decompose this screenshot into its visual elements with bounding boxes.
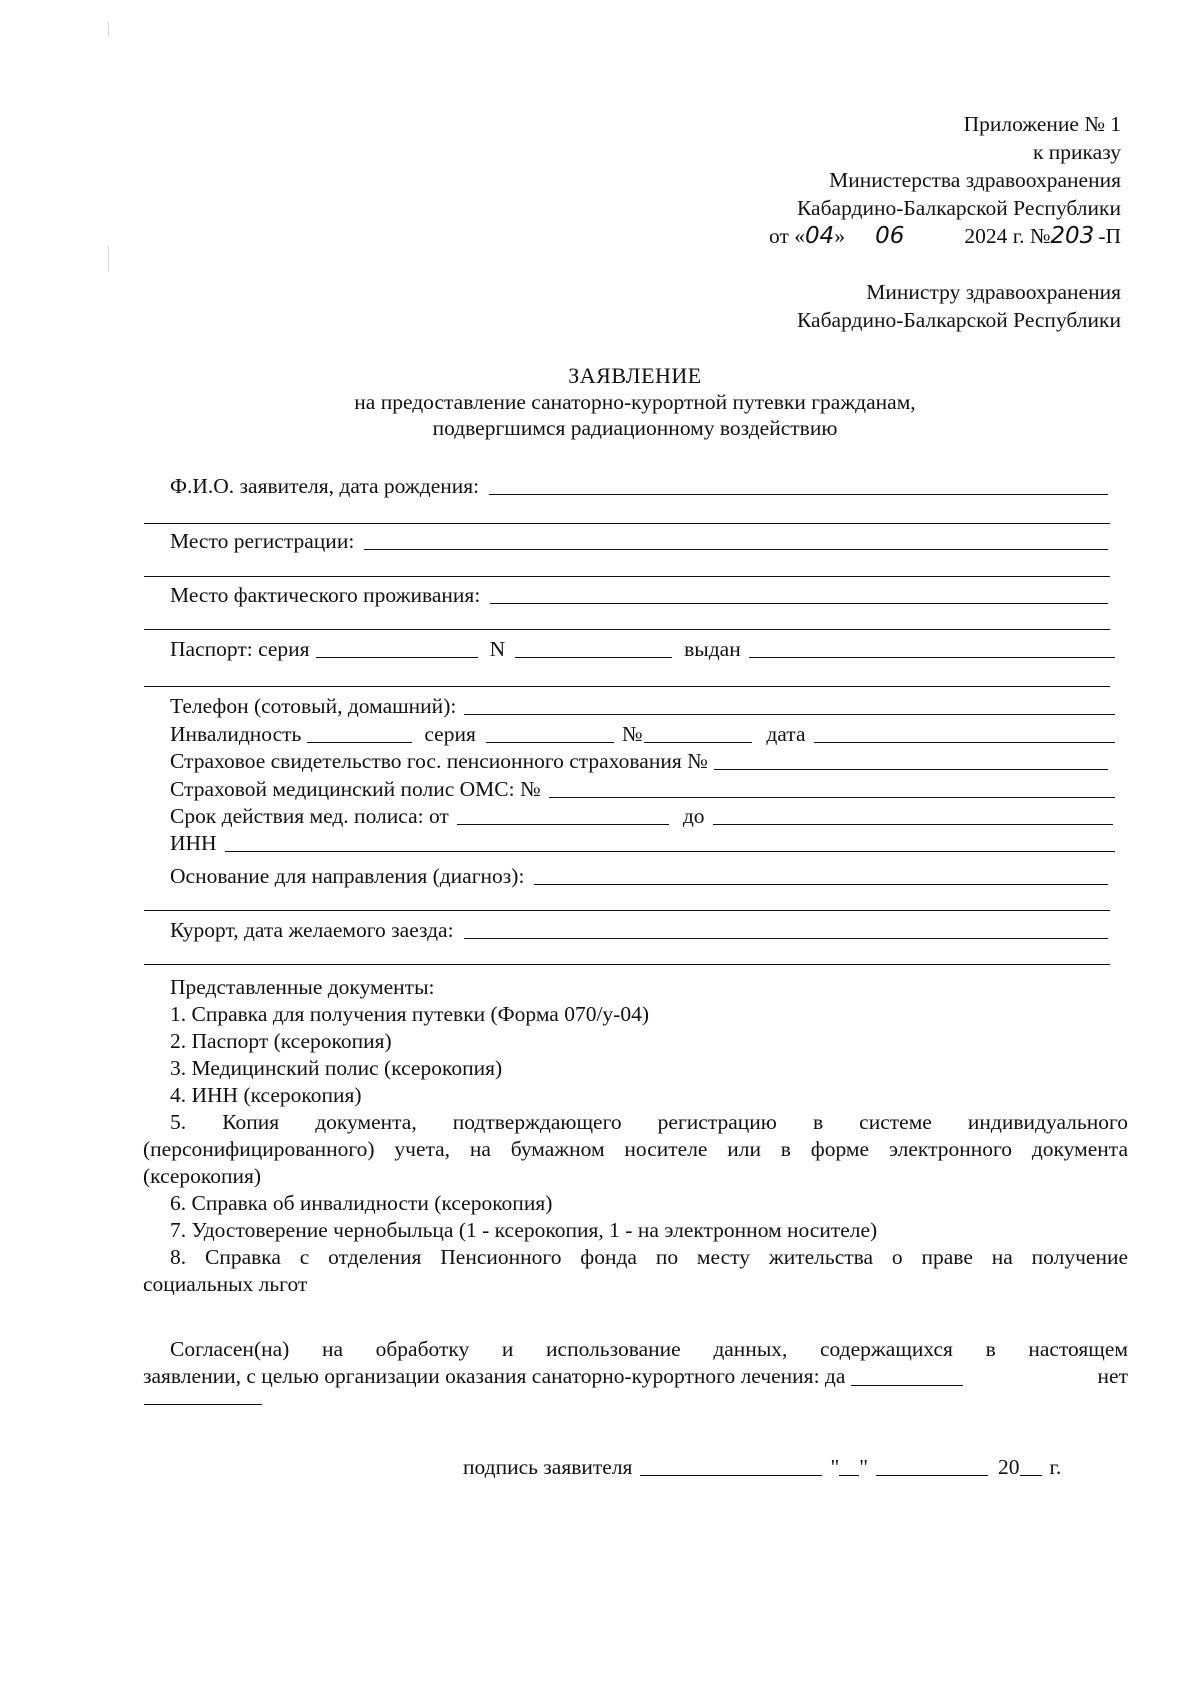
passport-series-blank[interactable] <box>316 657 478 658</box>
residence-blank[interactable] <box>490 603 1108 604</box>
passport-issued-label: выдан <box>684 637 741 661</box>
validity-to-label: до <box>682 804 705 828</box>
date-year: 2024 г. № <box>964 224 1051 248</box>
signature-row <box>463 1455 1061 1480</box>
inn-row <box>170 831 1115 856</box>
appendix-line: Кабардино-Балкарской Республики <box>796 196 1121 220</box>
disability-number-blank[interactable] <box>644 742 752 743</box>
snils-row <box>170 749 1108 774</box>
passport-number-blank[interactable] <box>515 657 672 658</box>
disability-row <box>170 722 1115 747</box>
disability-series-label: серия <box>424 722 476 746</box>
diagnosis-row <box>170 864 1108 889</box>
list-item: 2. Паспорт (ксерокопия) <box>170 1029 392 1053</box>
handwritten-order-number: 203 <box>1050 223 1095 249</box>
appendix-line: Министерства здравоохранения <box>829 168 1121 192</box>
order-suffix: -П <box>1098 224 1121 248</box>
list-item: 1. Справка для получения путевки (Форма 070/у-04) <box>170 1002 650 1026</box>
signature-label: подпись заявителя <box>463 1455 633 1479</box>
validity-row <box>170 804 1113 829</box>
passport-row <box>170 637 1115 662</box>
residence-row <box>170 583 1108 608</box>
title-subtitle: на предоставление санаторно-курортной путевки гражданам, <box>354 390 916 414</box>
date-prefix: от « <box>769 224 806 248</box>
consent-no-label: нет <box>1097 1364 1128 1388</box>
passport-blank-line2[interactable] <box>144 686 1110 687</box>
scan-mark <box>108 22 109 36</box>
handwritten-day: 04 <box>805 223 835 249</box>
list-item-continuation: (персонифицированного) учета, на бумажном носителе или в форме электронного документа <box>143 1137 1128 1161</box>
resort-row <box>170 918 1108 943</box>
validity-from-blank[interactable] <box>457 824 669 825</box>
list-item: 3. Медицинский полис (ксерокопия) <box>170 1056 503 1080</box>
disability-date-blank[interactable] <box>814 742 1116 743</box>
residence-label: Место фактического проживания: <box>170 583 481 607</box>
snils-blank[interactable] <box>714 769 1108 770</box>
disability-series-blank[interactable] <box>486 742 614 743</box>
list-item: 8. Справка с отделения Пенсионного фонда по месту жительства о праве на получение <box>170 1245 1128 1269</box>
validity-from-label: Срок действия мед. полиса: от <box>170 804 449 828</box>
phone-label: Телефон (сотовый, домашний): <box>170 694 457 718</box>
disability-date-label: дата <box>766 722 806 746</box>
registration-blank[interactable] <box>364 549 1108 550</box>
diagnosis-blank-line2[interactable] <box>144 910 1110 911</box>
oms-label: Страховой медицинский полис ОМС: № <box>170 777 541 801</box>
disability-group-blank[interactable] <box>307 742 412 743</box>
addressee-line: Министру здравоохранения <box>866 280 1121 304</box>
appendix-line: к приказу <box>1032 140 1121 164</box>
appendix-block <box>769 110 1121 250</box>
document-title <box>0 363 1200 441</box>
list-item-continuation: (ксерокопия) <box>143 1164 262 1188</box>
documents-list <box>143 974 1128 1298</box>
diagnosis-blank[interactable] <box>534 884 1108 885</box>
phone-row <box>170 694 1115 719</box>
title-heading: ЗАЯВЛЕНИЕ <box>568 363 702 388</box>
signature-month-blank[interactable] <box>876 1475 988 1476</box>
list-item: 7. Удостоверение чернобыльца (1 - ксерокопия, 1 - на электронном носителе) <box>170 1218 878 1242</box>
list-item: 5. Копия документа, подтверждающего регистрацию в системе индивидуального <box>170 1110 1128 1134</box>
consent-line: Согласен(на) на обработку и использование данных, содержащихся в настоящем <box>170 1337 1128 1361</box>
scan-mark <box>108 246 109 272</box>
consent-no-blank[interactable] <box>144 1404 262 1405</box>
consent-yes-blank[interactable] <box>851 1385 963 1386</box>
quote-open: " <box>830 1455 840 1479</box>
appendix-date-line <box>769 222 1121 250</box>
consent-text: заявлении, с целью организации оказания санаторно-курортного лечения: да <box>143 1364 846 1388</box>
documents-heading: Представленные документы: <box>170 975 435 999</box>
fio-label: Ф.И.О. заявителя, дата рождения: <box>170 474 480 498</box>
signature-day-blank[interactable] <box>839 1475 859 1476</box>
inn-label: ИНН <box>170 831 217 855</box>
list-item: 4. ИНН (ксерокопия) <box>170 1083 362 1107</box>
list-item: 6. Справка об инвалидности (ксерокопия) <box>170 1191 553 1215</box>
oms-blank[interactable] <box>549 797 1116 798</box>
appendix-line: Приложение № 1 <box>963 112 1121 136</box>
registration-blank-line2[interactable] <box>144 576 1110 577</box>
passport-number-label: N <box>489 637 506 661</box>
validity-to-blank[interactable] <box>713 824 1113 825</box>
handwritten-month: 06 <box>875 223 905 249</box>
signature-blank[interactable] <box>640 1475 822 1476</box>
fio-blank-line2[interactable] <box>144 523 1110 524</box>
passport-series-label: Паспорт: серия <box>170 637 310 661</box>
consent-block <box>143 1336 1128 1390</box>
diagnosis-label: Основание для направления (диагноз): <box>170 864 525 888</box>
resort-label: Курорт, дата желаемого заезда: <box>170 918 454 942</box>
residence-blank-line2[interactable] <box>144 629 1110 630</box>
phone-blank[interactable] <box>464 714 1115 715</box>
fio-row <box>170 474 1108 499</box>
passport-issued-blank[interactable] <box>749 657 1115 658</box>
registration-label: Место регистрации: <box>170 529 355 553</box>
consent-line <box>143 1363 1128 1390</box>
signature-year-blank[interactable] <box>1020 1475 1042 1476</box>
date-mid: » <box>834 224 846 248</box>
title-subtitle: подвергшимся радиационному воздействию <box>432 416 838 440</box>
oms-row <box>170 777 1115 802</box>
addressee-block <box>797 278 1121 334</box>
resort-blank[interactable] <box>464 938 1108 939</box>
fio-blank[interactable] <box>489 494 1108 495</box>
resort-blank-line2[interactable] <box>144 964 1110 965</box>
signature-year-suffix: г. <box>1049 1455 1062 1479</box>
inn-blank[interactable] <box>225 851 1115 852</box>
snils-label: Страховое свидетельство гос. пенсионного страхования № <box>170 749 708 773</box>
addressee-line: Кабардино-Балкарской Республики <box>796 308 1121 332</box>
disability-number-label: № <box>621 722 643 746</box>
registration-row <box>170 529 1108 554</box>
list-item-continuation: социальных льгот <box>143 1272 308 1296</box>
quote-close: " <box>859 1455 869 1479</box>
disability-label: Инвалидность <box>170 722 302 746</box>
signature-year-prefix: 20 <box>998 1455 1020 1479</box>
